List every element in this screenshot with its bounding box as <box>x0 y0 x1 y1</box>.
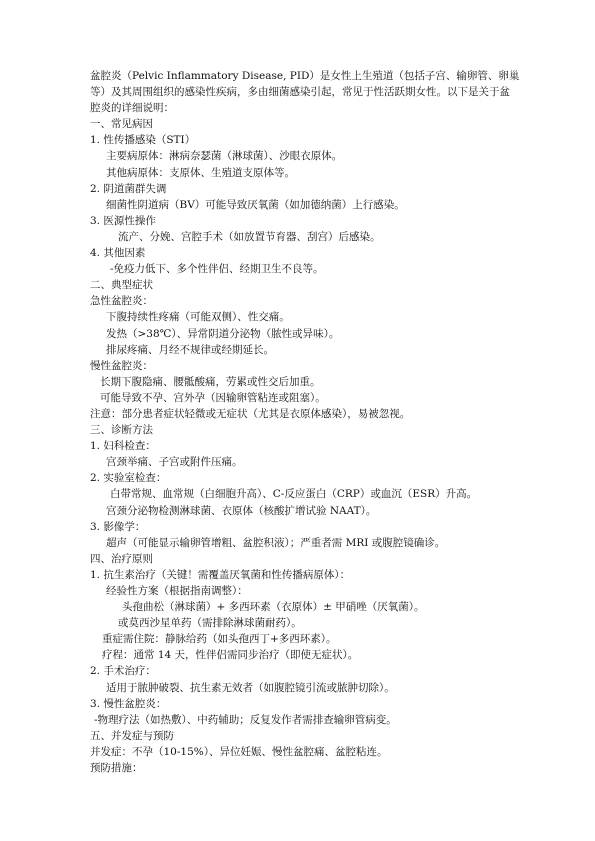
list-item: 超声（可能显示输卵管增粗、盆腔积液）；严重者需 MRI 或腹腔镜确诊。 <box>106 536 446 549</box>
list-item: 排尿疼痛、月经不规律或经期延长。 <box>106 343 274 356</box>
list-item: 预防措施： <box>90 762 143 775</box>
list-item: 其他病原体：支原体、生殖道支原体等。 <box>106 166 295 179</box>
list-item: 3. 医源性操作 <box>90 214 156 227</box>
list-item: 宫颈举痛、子宫或附件压痛。 <box>106 456 243 469</box>
list-item: 发热（>38℃）、异常阴道分泌物（脓性或异味）。 <box>106 327 340 340</box>
section-heading-complications: 五、并发症与预防 <box>90 729 174 742</box>
section-heading-causes: 一、常见病因 <box>90 118 153 131</box>
list-item: 疗程：通常 14 天，性伴侣需同步治疗（即使无症状）。 <box>102 649 359 662</box>
document-body <box>90 68 520 776</box>
list-item: 1. 性传播感染（STI） <box>90 134 196 147</box>
note-text: 注意：部分患者症状轻微或无症状（尤其是衣原体感染），易被忽视。 <box>90 407 411 420</box>
list-item: 2. 手术治疗： <box>90 665 156 678</box>
list-item: 长期下腹隐痛、腰骶酸痛，劳累或性交后加重。 <box>100 375 321 388</box>
list-item: -免疫力低下、多个性伴侣、经期卫生不良等。 <box>110 263 324 276</box>
intro-paragraph: 盆腔炎（Pelvic Inflammatory Disease, PID）是女性上生殖道（包括子宫、输卵管、卵巢等）及其周围组织的感染性疾病，多由细菌感染引起，常见于性活跃期女性。以下是关于盆腔炎的详细说明： <box>90 70 520 115</box>
list-item: 流产、分娩、宫腔手术（如放置节育器、刮宫）后感染。 <box>118 230 381 243</box>
list-item: 下腹持续性疼痛（可能双侧）、性交痛。 <box>106 311 290 324</box>
list-item: 适用于脓肿破裂、抗生素无效者（如腹腔镜引流或脓肿切除）。 <box>106 681 395 694</box>
list-item: 1. 妇科检查： <box>90 440 156 453</box>
list-item: 2. 实验室检查： <box>90 472 167 485</box>
list-item: 重症需住院：静脉给药（如头孢西丁+多西环素）。 <box>102 633 337 646</box>
list-item: 慢性盆腔炎： <box>90 359 153 372</box>
section-heading-symptoms: 二、典型症状 <box>90 279 153 292</box>
list-item: 可能导致不孕、宫外孕（因输卵管粘连或阻塞）。 <box>100 391 326 404</box>
section-heading-treatment: 四、治疗原则 <box>90 552 153 565</box>
list-item: -物理疗法（如热敷）、中药辅助；反复发作者需排查输卵管病变。 <box>94 713 397 726</box>
list-item: 急性盆腔炎： <box>90 295 153 308</box>
list-item: 经验性方案（根据指南调整）： <box>106 585 248 597</box>
list-item: 或莫西沙星单药（需排除淋球菌耐药）。 <box>118 617 302 630</box>
list-item: 主要病原体：淋病奈瑟菌（淋球菌）、沙眼衣原体。 <box>106 150 343 163</box>
list-item: 3. 慢性盆腔炎： <box>90 697 167 710</box>
list-item: 2. 阴道菌群失调 <box>90 182 167 195</box>
list-item: 细菌性阴道病（BV）可能导致厌氧菌（如加德纳菌）上行感染。 <box>106 198 405 211</box>
list-item: 并发症：不孕（10-15%）、异位妊娠、慢性盆腔痛、盆腔粘连。 <box>90 745 388 758</box>
section-heading-diagnosis: 三、诊断方法 <box>90 424 153 437</box>
list-item: 白带常规、血常规（白细胞升高）、C-反应蛋白（CRP）或血沉（ESR）升高。 <box>110 488 478 501</box>
list-item: 1. 抗生素治疗（关键！需覆盖厌氧菌和性传播病原体）： <box>90 568 351 581</box>
list-item: 头孢曲松（淋球菌）+ 多西环素（衣原体）± 甲硝唑（厌氧菌）。 <box>122 601 425 614</box>
list-item: 3. 影像学： <box>90 520 146 533</box>
list-item: 4. 其他因素 <box>90 247 146 260</box>
list-item: 宫颈分泌物检测淋球菌、衣原体（核酸扩增试验 NAAT）。 <box>106 504 377 517</box>
